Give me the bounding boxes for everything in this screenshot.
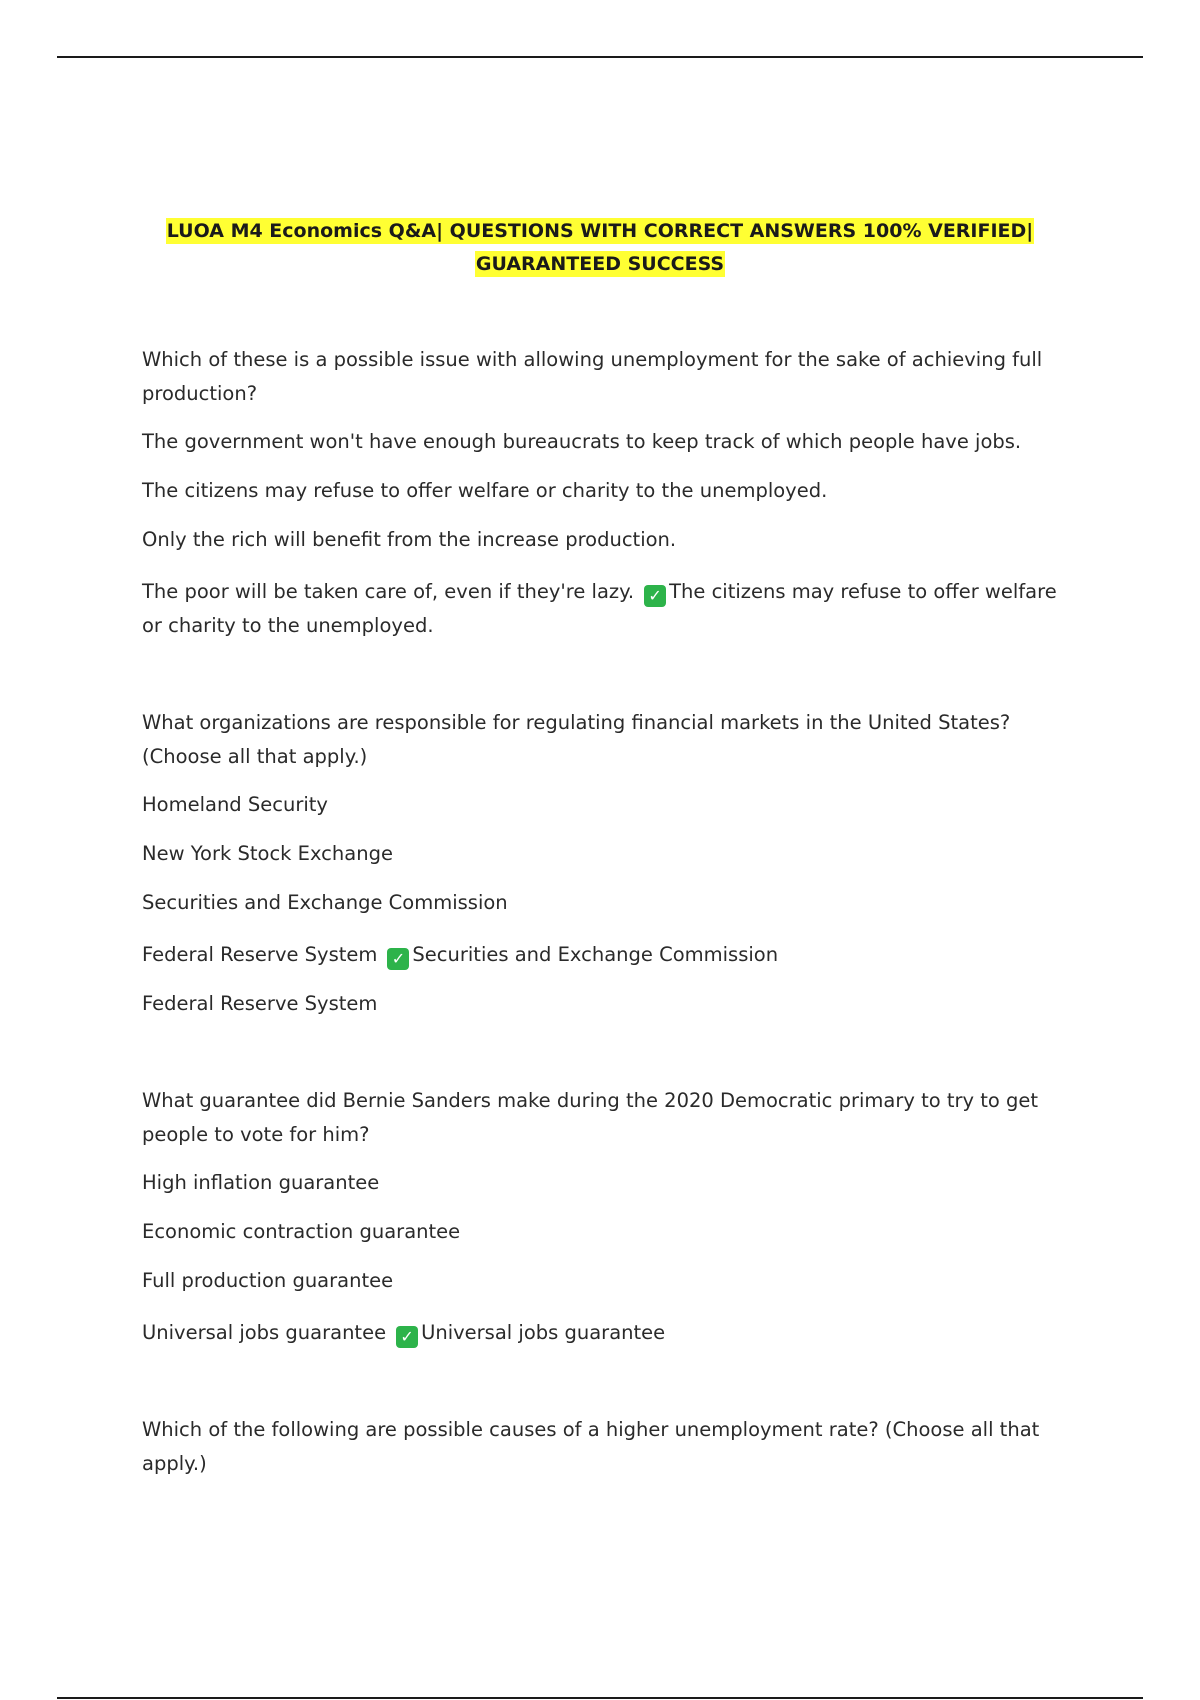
document-title xyxy=(100,215,1100,281)
question-2-option-4-row xyxy=(142,938,778,972)
question-2-answer-extra: Federal Reserve System xyxy=(142,992,378,1015)
question-2-answer: Securities and Exchange Commission xyxy=(412,943,779,966)
question-2-option-4: Federal Reserve System xyxy=(142,943,378,966)
question-4-text-cont: apply.) xyxy=(142,1452,207,1475)
question-1-option-4-row xyxy=(142,575,1057,609)
question-2-option-3: Securities and Exchange Commission xyxy=(142,891,508,914)
question-3-option-1: High inflation guarantee xyxy=(142,1171,380,1194)
question-3-option-4: Universal jobs guarantee xyxy=(142,1321,387,1344)
question-3-text: What guarantee did Bernie Sanders make during the 2020 Democratic primary to try to get xyxy=(142,1089,1039,1112)
question-1-option-2: The citizens may refuse to offer welfare or charity to the unemployed. xyxy=(142,479,828,502)
question-1-option-3: Only the rich will benefit from the increase production. xyxy=(142,528,677,551)
title-line-1: LUOA M4 Economics Q&A| QUESTIONS WITH CORRECT ANSWERS 100% VERIFIED| xyxy=(166,220,1034,242)
question-2-option-1: Homeland Security xyxy=(142,793,328,816)
question-1-option-4: The poor will be taken care of, even if they're lazy. xyxy=(142,580,635,603)
question-3-option-4-row xyxy=(142,1316,665,1350)
check-icon: ✓ xyxy=(387,948,409,970)
bottom-rule xyxy=(57,1697,1143,1699)
question-1-text-cont: production? xyxy=(142,382,258,405)
question-2-text: What organizations are responsible for regulating financial markets in the United States? xyxy=(142,711,1011,734)
question-2-option-2: New York Stock Exchange xyxy=(142,842,393,865)
question-2-text-cont: (Choose all that apply.) xyxy=(142,745,368,768)
check-icon: ✓ xyxy=(396,1326,418,1348)
question-1-answer: The citizens may refuse to offer welfare xyxy=(669,580,1057,603)
question-1-option-1: The government won't have enough bureaucrats to keep track of which people have jobs. xyxy=(142,430,1022,453)
question-1-text: Which of these is a possible issue with allowing unemployment for the sake of achieving full xyxy=(142,348,1043,371)
top-rule xyxy=(57,56,1143,58)
question-3-answer: Universal jobs guarantee xyxy=(421,1321,666,1344)
check-icon: ✓ xyxy=(644,585,666,607)
title-line-2: GUARANTEED SUCCESS xyxy=(475,253,725,275)
question-3-option-3: Full production guarantee xyxy=(142,1269,394,1292)
question-4-text: Which of the following are possible causes of a higher unemployment rate? (Choose all that xyxy=(142,1418,1040,1441)
question-3-text-cont: people to vote for him? xyxy=(142,1123,370,1146)
question-1-answer-cont: or charity to the unemployed. xyxy=(142,614,434,637)
question-3-option-2: Economic contraction guarantee xyxy=(142,1220,461,1243)
